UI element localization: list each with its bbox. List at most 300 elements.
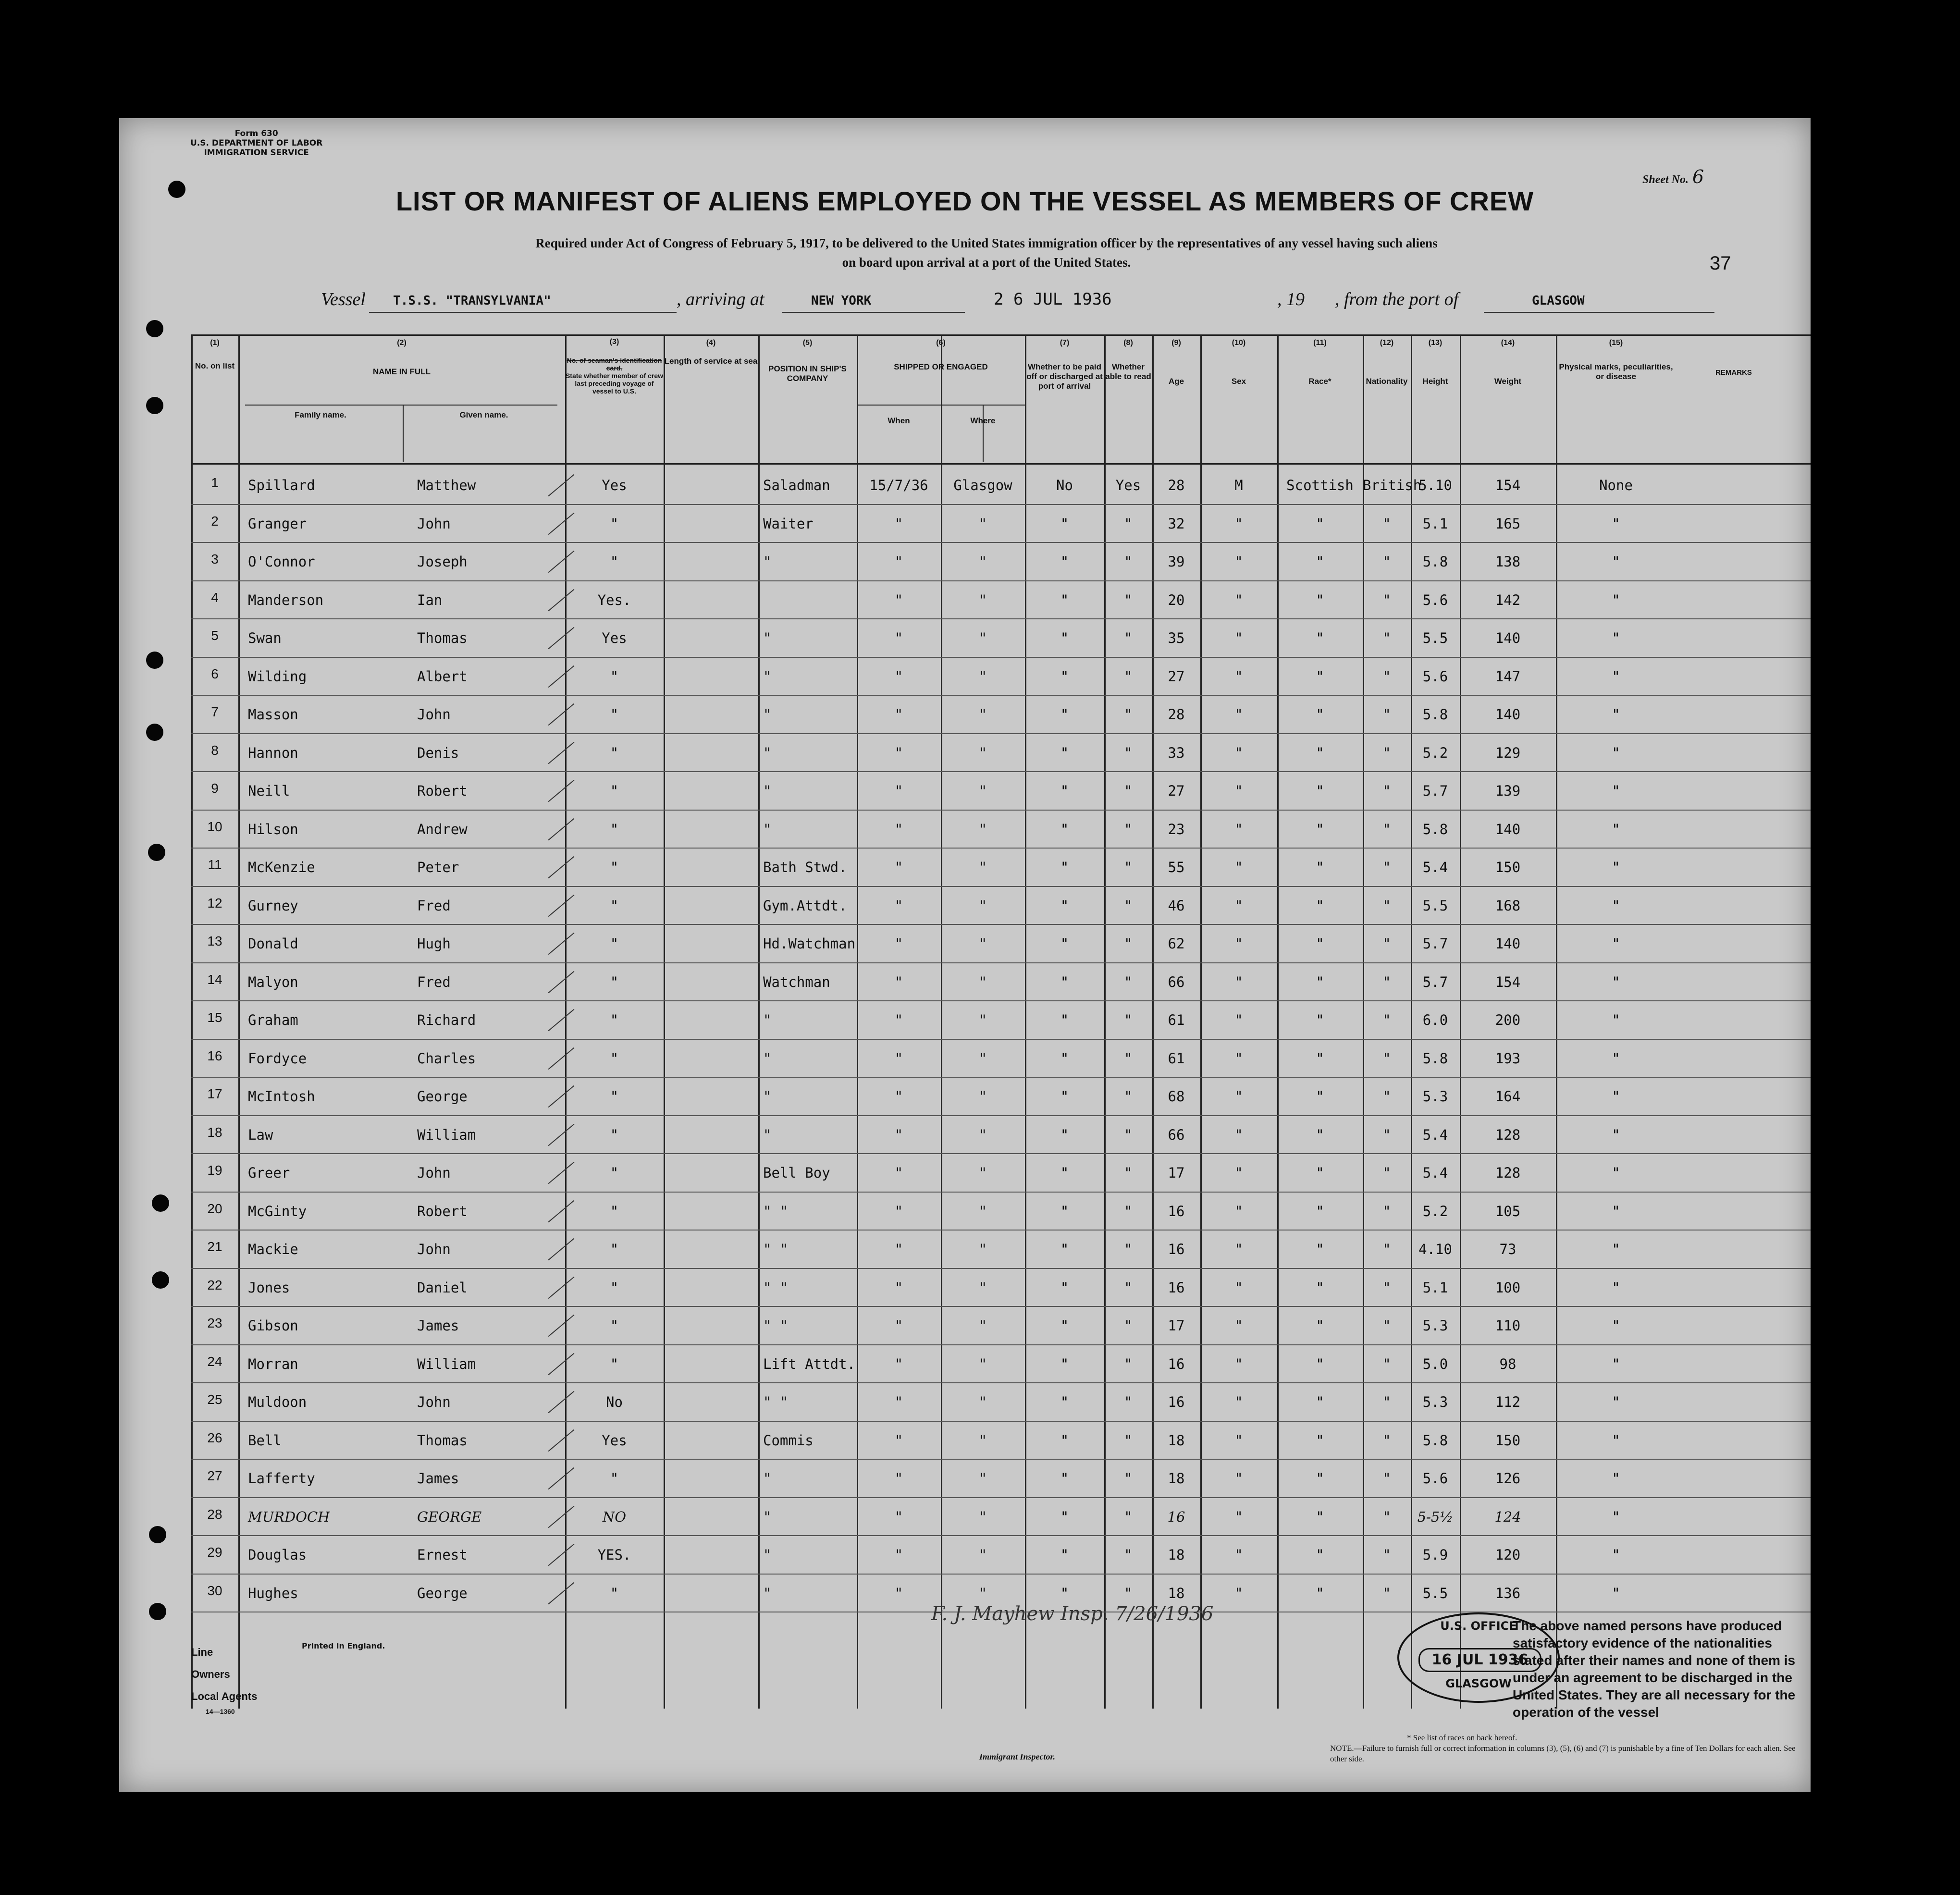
cell-age: 68 [1168,1088,1185,1105]
cell-paid: " [1060,1317,1069,1334]
cell-read: " [1124,783,1133,799]
cell-family: Hughes [248,1585,298,1601]
cell-height: 5.10 [1418,477,1452,493]
cell-family: Greer [248,1165,290,1181]
cell-race: " [1316,1126,1324,1143]
cell-given: James [417,1317,459,1334]
cell-when: " [894,821,903,837]
cell-when: " [894,668,903,685]
cell-paid: " [1060,1394,1069,1410]
cell-family: McGinty [248,1203,307,1219]
cell-when: " [894,1165,903,1181]
cell-sex: " [1234,744,1243,761]
cell-position: Bath Stwd. [763,859,847,875]
cell-where: " [978,1279,987,1296]
cell-given: Charles [417,1050,476,1067]
cell-paid: " [1060,1088,1069,1105]
cell-race: " [1316,859,1324,875]
cell-position: " [763,630,772,646]
cell-age: 16 [1167,1508,1185,1525]
binder-hole [149,1603,166,1620]
cell-marks: " [1612,859,1620,875]
cell-paid: " [1060,591,1069,608]
cell-height: 5.5 [1422,897,1448,914]
cell-height: 5.7 [1422,935,1448,952]
cell-height: 5.7 [1422,783,1448,799]
cell-when: " [894,515,903,532]
cell-where: " [978,630,987,646]
cell-sex: " [1234,554,1243,570]
cell-given: Matthew [417,477,476,493]
col-nationality-header: Nationality [1366,377,1408,386]
cell-prev: " [610,554,619,570]
cell-marks: " [1612,1394,1620,1410]
cell-age: 33 [1168,744,1185,761]
col-weight-header: Weight [1494,377,1522,386]
cell-when: 15/7/36 [869,477,928,493]
table-row [191,505,1811,543]
cell-given: Thomas [417,1432,468,1449]
col-shipped-where-header: Where [970,416,996,425]
col-age-header: Age [1168,377,1184,386]
cell-marks: " [1612,1355,1620,1372]
cell-read: " [1124,515,1133,532]
cell-when: " [894,1355,903,1372]
col-6-number: (6) [936,339,946,347]
cell-where: " [978,1203,987,1219]
cell-position: " " [763,1241,789,1257]
cell-given: Robert [417,1203,468,1219]
cell-paid: " [1060,668,1069,685]
cell-read: " [1124,1241,1133,1257]
cell-paid: " [1060,1012,1069,1028]
stamp-top-text: U.S. OFFICE [1440,1619,1517,1633]
cell-read: " [1124,821,1133,837]
cell-sex: " [1234,935,1243,952]
col-given-name-header: Given name. [459,410,508,419]
cell-weight: 168 [1495,897,1521,914]
cell-when: " [894,1050,903,1067]
cell-weight: 150 [1495,859,1521,875]
cell-weight: 128 [1495,1165,1521,1181]
cell-where: " [978,1165,987,1181]
cell-where: " [978,1050,987,1067]
cell-given: Peter [417,859,459,875]
cell-where: " [978,515,987,532]
agents-code: 14—1360 [206,1708,235,1715]
cell-weight: 150 [1495,1432,1521,1449]
fine-note: NOTE.—Failure to furnish full or correct information in columns (3), (5), (6) and (7) is punishable by a fine of Ten Dollars for each alien. See other side. [1330,1744,1796,1763]
cell-weight: 120 [1495,1547,1521,1563]
cell-age: 18 [1168,1432,1185,1449]
cell-given: William [417,1126,476,1143]
cell-race: " [1316,1432,1324,1449]
cell-weight: 154 [1495,477,1521,493]
cell-weight: 140 [1495,935,1521,952]
cell-prev: " [610,1088,619,1105]
from-port: GLASGOW [1532,294,1585,308]
cell-sex: " [1234,1355,1243,1372]
cell-position: " [763,1585,772,1601]
table-row [191,849,1811,887]
cell-race: " [1316,897,1324,914]
cell-weight: 139 [1495,783,1521,799]
cell-height: 5.9 [1422,1547,1448,1563]
cell-family: Jones [248,1279,290,1296]
cell-given: Ernest [417,1547,468,1563]
cell-prev: No [606,1394,623,1410]
col-4-number: (4) [706,339,716,347]
cell-family: McIntosh [248,1088,315,1105]
cell-age: 39 [1168,554,1185,570]
cell-sex: " [1234,1585,1243,1601]
cell-marks: " [1612,706,1620,723]
col-12-number: (12) [1380,339,1394,347]
cell-sex: " [1234,973,1243,990]
cell-race: " [1316,630,1324,646]
bottom-notes [1330,1733,1801,1764]
cell-where: " [978,668,987,685]
cell-age: 32 [1168,515,1185,532]
cell-height: 5.8 [1422,1050,1448,1067]
cell-when: " [894,1241,903,1257]
cell-no: 1 [211,475,219,490]
cell-prev: " [610,706,619,723]
cell-marks: " [1612,1012,1620,1028]
cell-prev: " [610,1165,619,1181]
cell-race: " [1316,744,1324,761]
cell-age: 28 [1168,477,1185,493]
cell-age: 18 [1168,1585,1185,1601]
col-position-header: POSITION IN SHIP'S COMPANY [768,364,847,383]
cell-paid: " [1060,973,1069,990]
cell-sex: " [1234,783,1243,799]
col-7-number: (7) [1060,339,1070,347]
cell-marks: " [1612,1126,1620,1143]
cell-family: Donald [248,935,298,952]
cell-paid: " [1060,1470,1069,1487]
page-subtitle [350,234,1623,272]
cell-when: " [894,1585,903,1601]
cell-height: 5.4 [1422,1165,1448,1181]
cell-race: " [1316,1088,1324,1105]
cell-paid: " [1060,630,1069,646]
from-label: , from the port of [1335,289,1459,309]
cell-no: 5 [211,628,219,643]
table-row [191,811,1811,849]
stamp-bottom-text: GLASGOW [1445,1677,1512,1690]
cell-family: MURDOCH [248,1508,330,1525]
cell-where: " [978,821,987,837]
cell-race: " [1316,973,1324,990]
binder-hole [152,1271,169,1289]
page-number: 37 [1710,253,1731,274]
cell-marks: None [1599,477,1633,493]
cell-nat: " [1382,1203,1391,1219]
cell-no: 7 [211,704,219,719]
binder-hole [148,844,165,861]
cell-given: Ian [417,591,443,608]
cell-family: Granger [248,515,307,532]
cell-no: 2 [211,513,219,529]
cell-prev: " [610,744,619,761]
cell-marks: " [1612,1203,1620,1219]
cell-sex: " [1234,1241,1243,1257]
cell-nat: " [1382,591,1391,608]
cell-marks: " [1612,1241,1620,1257]
crew-table [191,334,1811,1757]
cell-family: Spillard [248,477,315,493]
cell-no: 20 [207,1201,222,1216]
cell-height: 5.5 [1422,1585,1448,1601]
cell-paid: " [1060,1355,1069,1372]
cell-no: 11 [208,857,222,872]
cell-height: 5-5½ [1417,1508,1454,1525]
cell-no: 4 [211,590,219,605]
cell-paid: " [1060,515,1069,532]
cell-race: " [1316,1241,1324,1257]
cell-nat: " [1382,821,1391,837]
cell-given: Denis [417,744,459,761]
cell-sex: " [1234,1547,1243,1563]
cell-age: 16 [1168,1203,1185,1219]
arriving-port: NEW YORK [811,294,872,308]
table-row [191,1383,1811,1422]
cell-height: 5.0 [1422,1355,1448,1372]
cell-prev: " [610,935,619,952]
cell-marks: " [1612,783,1620,799]
cell-where: " [978,1355,987,1372]
cell-height: 5.1 [1422,515,1448,532]
table-row [191,1193,1811,1231]
cell-position: " " [763,1317,789,1334]
table-row [191,1498,1811,1537]
col-no-on-list-header: No. on list [195,361,235,370]
cell-marks: " [1612,668,1620,685]
vessel-name: T.S.S. "TRANSYLVANIA" [393,294,551,308]
cell-weight: 110 [1495,1317,1521,1334]
cell-read: " [1124,1050,1133,1067]
cell-read: " [1124,1203,1133,1219]
cell-sex: " [1234,1012,1243,1028]
races-note: * See list of races on back hereof. [1407,1733,1517,1742]
cell-height: 5.3 [1422,1317,1448,1334]
cell-marks: " [1612,1432,1620,1449]
cell-prev: Yes [602,477,627,493]
cell-no: 30 [207,1583,222,1598]
cell-prev: " [610,783,619,799]
cell-nat: " [1382,706,1391,723]
cell-height: 6.0 [1422,1012,1448,1028]
cell-nat: " [1382,897,1391,914]
cell-paid: " [1060,1547,1069,1563]
cell-nat: " [1382,1165,1391,1181]
cell-race: " [1316,591,1324,608]
col-height-header: Height [1422,377,1448,386]
binder-hole [146,652,163,669]
cell-weight: 126 [1495,1470,1521,1487]
cell-no: 24 [207,1354,222,1369]
cell-nat: " [1382,1050,1391,1067]
cell-sex: " [1234,668,1243,685]
cell-marks: " [1612,630,1620,646]
cell-no: 17 [207,1086,222,1101]
form-identifier [190,129,322,158]
page-title: LIST OR MANIFEST OF ALIENS EMPLOYED ON THE VESSEL AS MEMBERS OF CREW [395,186,1534,216]
cell-family: Hilson [248,821,298,837]
cell-height: 5.8 [1422,706,1448,723]
cell-no: 26 [207,1430,222,1445]
cell-read: " [1124,1279,1133,1296]
cell-marks: " [1612,821,1620,837]
cell-paid: " [1060,554,1069,570]
cell-nat: " [1382,1394,1391,1410]
col-8-number: (8) [1123,339,1133,347]
cell-height: 5.7 [1422,973,1448,990]
cell-when: " [894,591,903,608]
cell-where: " [978,783,987,799]
cell-position: " [763,1050,772,1067]
cell-given: William [417,1355,476,1372]
cell-race: " [1316,935,1324,952]
cell-where: " [978,1547,987,1563]
cell-position: " [763,1126,772,1143]
cell-paid: " [1060,859,1069,875]
binder-hole [146,320,163,337]
cell-race: " [1316,1279,1324,1296]
cell-no: 3 [211,552,219,566]
inspector-signature: F. J. Mayhew Insp. 7/26/1936 [931,1603,1214,1625]
cell-where: " [978,935,987,952]
cell-age: 18 [1168,1547,1185,1563]
cell-no: 14 [207,972,222,987]
cell-age: 46 [1168,897,1185,914]
cell-when: " [894,744,903,761]
cell-weight: 100 [1495,1279,1521,1296]
cell-age: 16 [1168,1241,1185,1257]
cell-age: 62 [1168,935,1185,952]
cell-weight: 164 [1495,1088,1521,1105]
cell-marks: " [1612,1165,1620,1181]
cell-family: Gibson [248,1317,298,1334]
cell-nat: " [1382,1470,1391,1487]
cell-when: " [894,1088,903,1105]
cell-sex: " [1234,1050,1243,1067]
table-row [191,658,1811,696]
cell-when: " [894,1394,903,1410]
cell-sex: " [1234,1394,1243,1410]
cell-where: " [978,706,987,723]
cell-race: " [1316,706,1324,723]
table-row [191,1040,1811,1078]
table-row [191,619,1811,658]
cell-read: " [1124,1355,1133,1372]
cell-prev: " [610,668,619,685]
cell-marks: " [1612,1050,1620,1067]
arrival-date-stamp: 2 6 JUL 1936 [994,290,1112,309]
department-name: U.S. DEPARTMENT OF LABOR [190,138,323,148]
cell-where: " [978,591,987,608]
cell-no: 25 [207,1392,222,1407]
cell-race: " [1316,821,1324,837]
cell-age: 17 [1168,1165,1185,1181]
sheet-number-value: 6 [1692,166,1704,187]
cell-sex: " [1234,630,1243,646]
cell-paid: " [1060,1126,1069,1143]
cell-given: Richard [417,1012,476,1028]
col-shipped-when-header: When [888,416,910,425]
cell-where: " [978,1585,987,1601]
cell-no: 28 [207,1506,222,1522]
cell-no: 16 [207,1048,222,1063]
cell-where: " [978,1470,987,1487]
cell-position: " [763,744,772,761]
cell-race: " [1316,1394,1324,1410]
cell-marks: " [1612,1088,1620,1105]
cell-where: " [978,897,987,914]
cell-when: " [894,1317,903,1334]
cell-paid: " [1060,706,1069,723]
cell-family: Gurney [248,897,298,914]
cell-position: " [763,706,772,723]
cell-marks: " [1612,1317,1620,1334]
cell-marks: " [1612,744,1620,761]
cell-nat: " [1382,859,1391,875]
col-3-number: (3) [609,338,619,346]
cell-where: " [978,744,987,761]
cell-race: " [1316,1012,1324,1028]
table-row [191,963,1811,1002]
table-row [191,1269,1811,1307]
cell-family: O'Connor [248,554,315,570]
cell-prev: " [610,1012,619,1028]
cell-when: " [894,1547,903,1563]
cell-no: 18 [207,1124,222,1140]
cell-paid: " [1060,821,1069,837]
cell-where: " [978,1394,987,1410]
cell-read: " [1124,1012,1133,1028]
cell-given: Thomas [417,630,468,646]
cell-sex: " [1234,1470,1243,1487]
table-row [191,467,1811,505]
cell-where: " [978,1126,987,1143]
cell-when: " [894,783,903,799]
cell-sex: " [1234,1203,1243,1219]
cell-nat: " [1382,1126,1391,1143]
cell-when: " [894,1126,903,1143]
cell-sex: " [1234,515,1243,532]
cell-position: " [763,668,772,685]
vessel-label: Vessel [321,289,366,309]
printed-in-england: Printed in England. [302,1641,385,1650]
cell-race: " [1316,1585,1324,1601]
cell-sex: " [1234,859,1243,875]
cell-paid: " [1060,1585,1069,1601]
cell-given: Daniel [417,1279,468,1296]
col-sex-header: Sex [1231,377,1246,386]
cell-marks: " [1612,1470,1620,1487]
cell-read: " [1124,744,1133,761]
cell-paid: " [1060,897,1069,914]
col-shipped-header: SHIPPED OR ENGAGED [894,362,988,371]
cell-nat: British [1363,477,1422,493]
table-row [191,1001,1811,1040]
cell-read: " [1124,859,1133,875]
cell-age: 61 [1168,1012,1185,1028]
cell-paid: " [1060,1241,1069,1257]
cell-weight: 138 [1495,554,1521,570]
cell-race: " [1316,554,1324,570]
